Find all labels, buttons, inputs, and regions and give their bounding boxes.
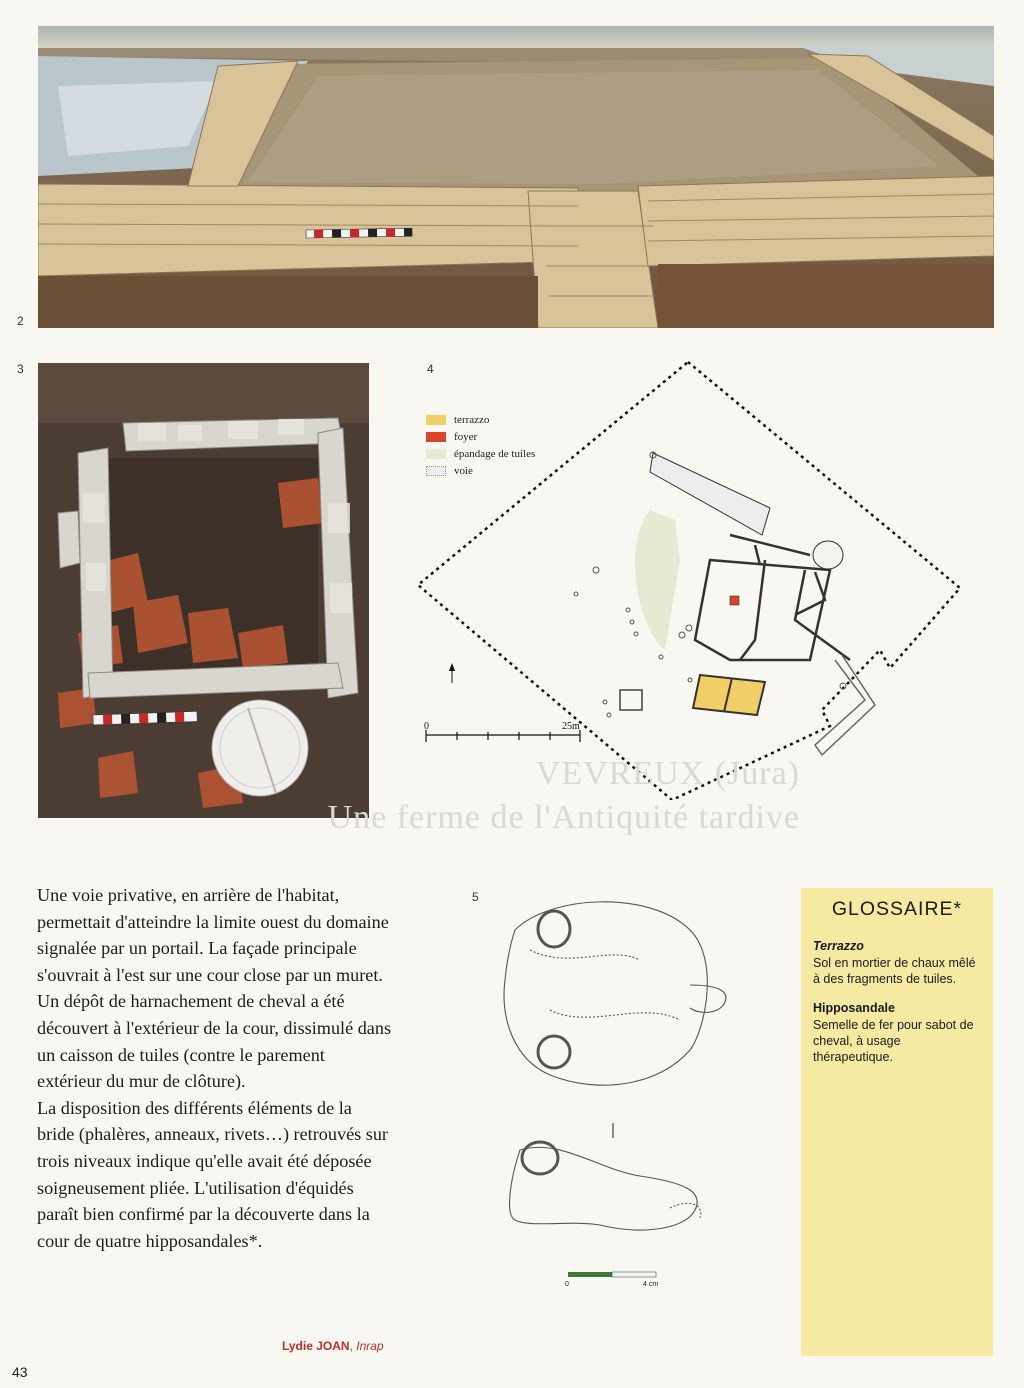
legend-label-epandage: épandage de tuiles [454, 447, 536, 460]
legend-swatch-terrazzo [426, 415, 446, 425]
legend-swatch-epandage [426, 449, 446, 459]
page-number: 43 [12, 1364, 28, 1380]
object-scale-start: 0 [565, 1281, 569, 1288]
plan-scale-start: 0 [424, 721, 429, 732]
author-separator: , [349, 1339, 357, 1353]
figure-number-5: 5 [472, 890, 479, 904]
legend-item-epandage [426, 445, 535, 462]
body-text [37, 882, 392, 1254]
glossary-term-hipposandale: Hipposandale [813, 1001, 895, 1015]
author-credit [282, 1339, 384, 1353]
background-title-line-1: VEVREUX (Jura) [535, 755, 800, 792]
background-title-line-2: Une ferme de l'Antiquité tardive [327, 799, 800, 836]
legend-label-terrazzo: terrazzo [454, 413, 490, 426]
plan-legend [426, 411, 535, 479]
excavation-photo-wide [38, 26, 994, 328]
author-organization: Inrap [356, 1339, 384, 1353]
legend-swatch-foyer [426, 432, 446, 442]
glossary-title: GLOSSAIRE* [831, 898, 963, 920]
legend-item-voie [426, 462, 535, 479]
author-name: Lydie JOAN [282, 1339, 350, 1353]
body-paragraph: Une voie privative, en arrière de l'habitat, permettait d'atteindre la limite ouest du domaine signalée par un portail. La façade principale s'ouvrait à l'est sur une cour close par un muret. [37, 885, 389, 985]
body-paragraph: Un dépôt de harnachement de cheval a été découvert à l'extérieur de la cour, dissimulé dans un caisson de tuiles (contre le parement extérieur du mur de clôture). [37, 991, 392, 1092]
legend-item-foyer [426, 428, 535, 445]
glossary-definition-hipposandale: Semelle de fer pour sabot de cheval, à usage thérapeutique. [813, 1018, 974, 1064]
tile-caisson-photo [38, 363, 369, 818]
background-show-through-title [280, 752, 800, 840]
plan-scale-end: 25m [562, 721, 580, 732]
glossary-definition-terrazzo: Sol en mortier de chaux mêlé à des fragments de tuiles. [813, 956, 976, 986]
glossary-term-terrazzo: Terrazzo [813, 939, 864, 953]
glossary-box [801, 888, 993, 1356]
legend-label-voie: voie [454, 464, 473, 477]
legend-label-foyer: foyer [454, 430, 478, 443]
legend-item-terrazzo [426, 411, 535, 428]
object-scale-end: 4 cm [643, 1281, 659, 1288]
legend-swatch-voie [426, 466, 446, 476]
hipposandal-drawing [490, 890, 740, 1300]
figure-number-3: 3 [17, 362, 24, 376]
figure-number-4: 4 [427, 362, 434, 376]
body-paragraph: La disposition des différents éléments de la bride (phalères, anneaux, rivets…) retrouvés sur trois niveaux indique qu'elle avait été déposée soigneusement pliée. L'utilisation d'équidés paraît bien confirmé par la découverte dans la cour de quatre hipposandales*. [37, 1097, 388, 1251]
figure-number-2: 2 [17, 314, 24, 328]
